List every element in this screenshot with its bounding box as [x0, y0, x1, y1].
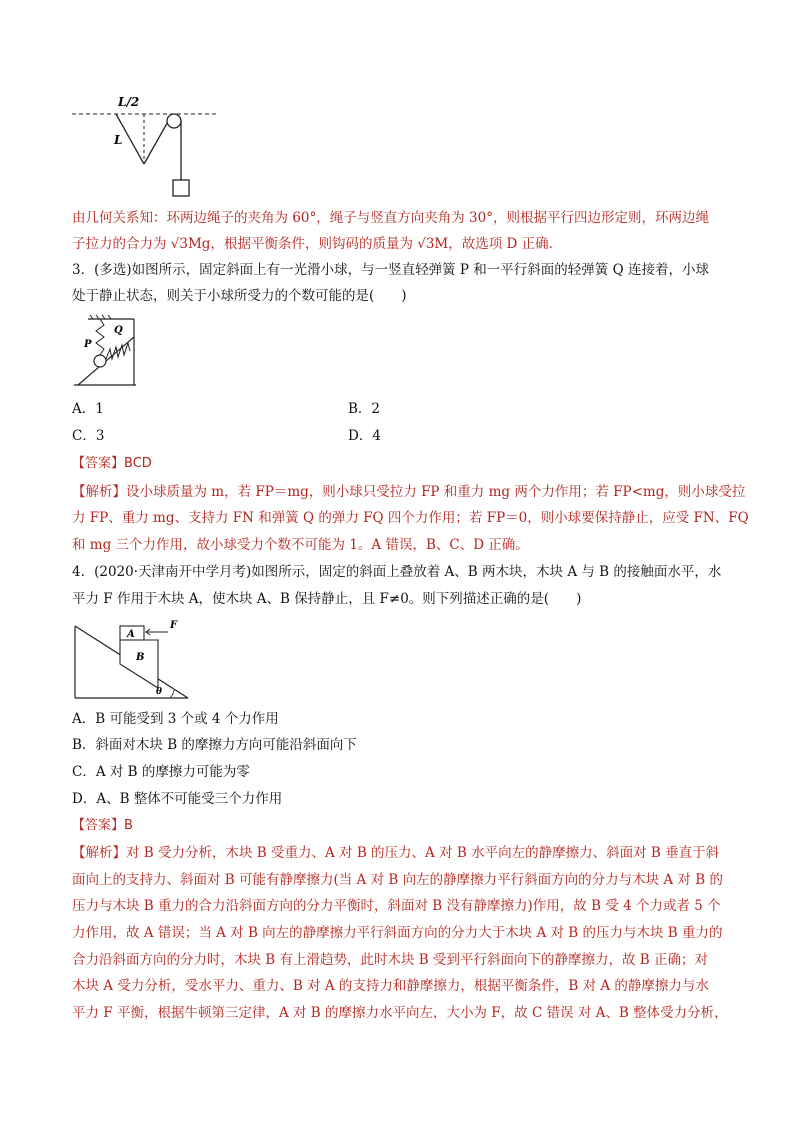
q4-explanation-3: 压力与木块 B 重力的合力沿斜面方向的分力平衡时，斜面对 B 没有静摩擦力)作用，故 B 受 4 个力或者 5 个: [72, 898, 721, 914]
q3-option-d: D．4: [348, 428, 381, 444]
figure-blocks-incline: [70, 618, 192, 702]
label-A: A: [127, 629, 135, 640]
geometry-line-1: 由几何关系知：环两边绳子的夹角为 60°，绳子与竖直方向夹角为 30°，则根据平行四边形定则，环两边绳: [72, 210, 709, 226]
q3-option-a: A．1: [72, 401, 104, 417]
q4-explanation-4: 力作用，故 A 错误；当 A 对 B 向左的静摩擦力平行斜面方向的分力大于木块 A 对 B 的压力与木块 B 重力的: [72, 925, 723, 941]
label-theta: θ: [156, 687, 163, 697]
q3-explanation-2: 力 FP、重力 mg、支持力 FN 和弹簧 Q 的弹力 FQ 四个力作用；若 FP＝0，则小球要保持静止，应受 FN、FQ: [72, 510, 749, 526]
label-F: F: [170, 620, 178, 631]
q4-stem-2: 平力 F 作用于木块 A，使木块 A、B 保持静止，且 F≠0。则下列描述正确的是( ): [72, 591, 582, 607]
q3-answer: 【答案】BCD: [72, 456, 152, 471]
q3-option-b: B．2: [348, 401, 381, 417]
q3-explanation-1: 【解析】设小球质量为 m，若 FP＝mg，则小球只受拉力 FP 和重力 mg 两个力作用；若 FP<mg，则小球受拉: [72, 484, 746, 500]
q3-stem-1: 3．(多选)如图所示，固定斜面上有一光滑小球，与一竖直轻弹簧 P 和一平行斜面的轻弹簧 Q 连接着，小球: [72, 262, 709, 278]
figure-rope-pulley: [70, 92, 220, 202]
q3-option-c: C．3: [72, 428, 105, 444]
q4-explanation-2: 面向上的支持力、斜面对 B 可能有静摩擦力(当 A 对 B 向左的静摩擦力平行斜面方向的分力与木块 A 对 B 的: [72, 872, 723, 888]
q4-explanation-6: 木块 A 受力分析，受水平力、重力、B 对 A 的支持力和静摩擦力，根据平衡条件，B 对 A 的静摩擦力与水: [72, 978, 709, 994]
q4-option-a: A．B 可能受到 3 个或 4 个力作用: [72, 711, 279, 727]
label-L-half: L/2: [118, 95, 140, 109]
q4-explanation-7: 平力 F 平衡，根据牛顿第三定律，A 对 B 的摩擦力水平向左，大小为 F，故 C 错误 对 A、B 整体受力分析，: [72, 1005, 728, 1021]
label-L: L: [114, 133, 123, 147]
geometry-line-2: 子拉力的合力为 √3Mg，根据平衡条件，则钩码的质量为 √3M，故选项 D 正确．: [72, 236, 563, 252]
label-B: B: [136, 652, 145, 663]
figure-ball-springs: [70, 313, 142, 391]
q4-explanation-5: 合力沿斜面方向的分力时，木块 B 有上滑趋势，此时木块 B 受到平行斜面向下的静摩擦力，故 B 正确；对: [72, 952, 709, 968]
q4-option-d: D．A、B 整体不可能受三个力作用: [72, 791, 283, 807]
q3-stem-2: 处于静止状态，则关于小球所受力的个数可能的是( ): [72, 288, 407, 304]
q4-explanation-1: 【解析】对 B 受力分析，木块 B 受重力、A 对 B 的压力、A 对 B 水平向左的静摩擦力、斜面对 B 垂直于斜: [72, 845, 720, 861]
q4-option-b: B．斜面对木块 B 的摩擦力方向可能沿斜面向下: [72, 737, 357, 753]
label-P: P: [84, 339, 92, 350]
q4-option-c: C．A 对 B 的摩擦力可能为零: [72, 764, 250, 780]
q4-stem-1: 4．(2020·天津南开中学月考)如图所示，固定的斜面上叠放着 A、B 两木块，木块 A 与 B 的接触面水平，水: [72, 564, 722, 580]
q3-explanation-3: 和 mg 三个力作用，故小球受力个数不可能为 1。A 错误，B、C、D 正确。: [72, 537, 529, 553]
q4-answer: 【答案】B: [72, 818, 133, 833]
label-Q: Q: [114, 325, 123, 336]
